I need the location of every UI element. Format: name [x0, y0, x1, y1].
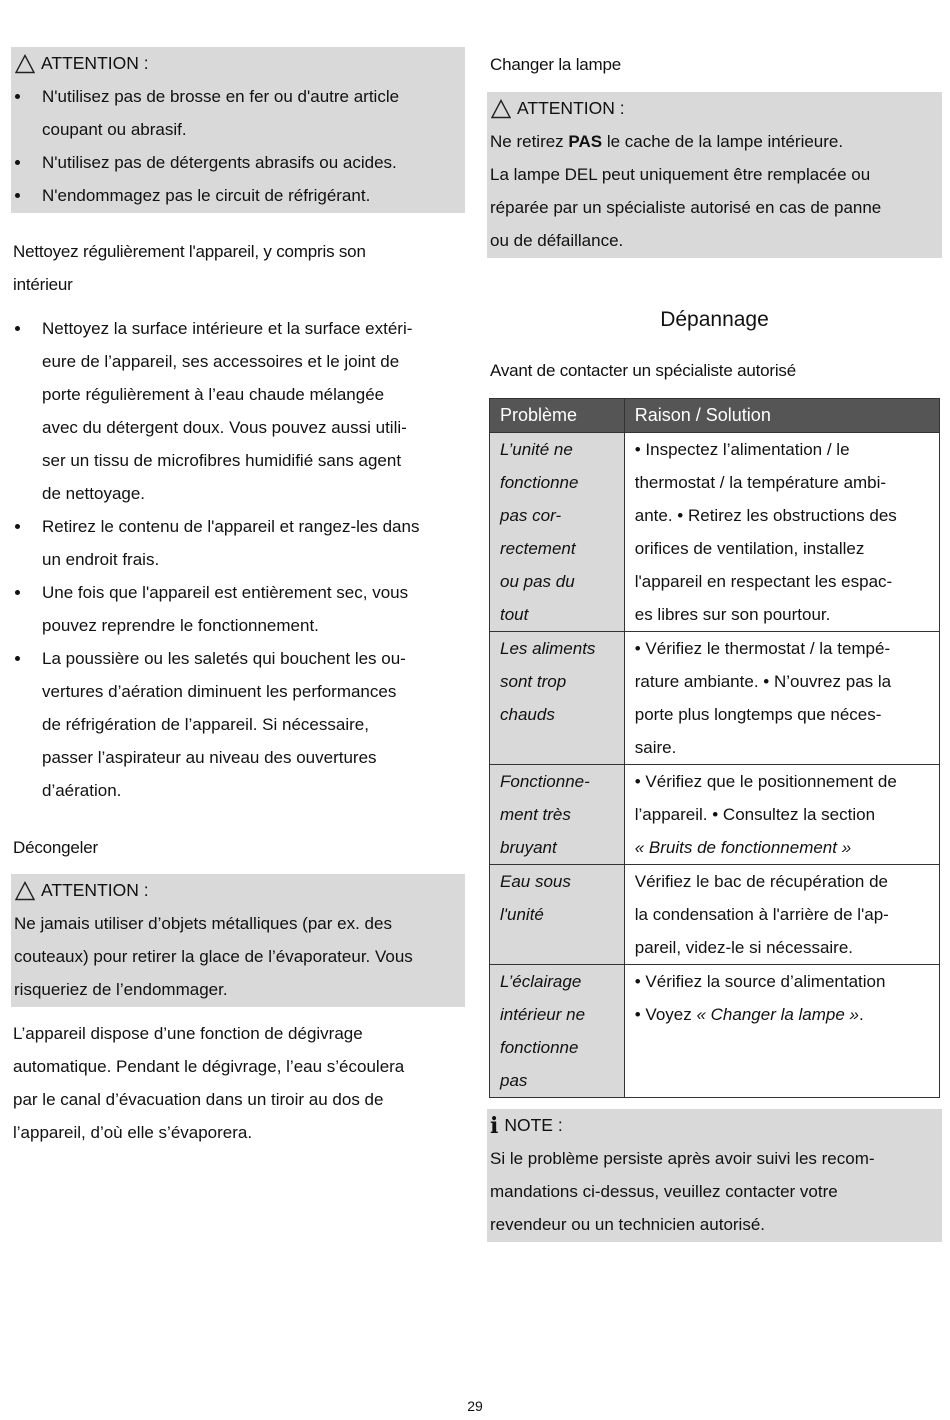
- note-title: i NOTE :: [490, 1112, 563, 1139]
- attention-box-defrost: ATTENTION : Ne jamais utiliser d’objets métalliques (par ex. des couteaux) pour retirer la glace de l’évaporateur. Vous risqueriez de l’endommager.: [11, 874, 465, 1007]
- solution-cell: • Vérifiez que le positionnement de l’appareil. • Consultez la section « Bruits de fonctionnement »: [624, 765, 939, 865]
- list-item: N'utilisez pas de détergents abrasifs ou acides.: [14, 146, 462, 179]
- warning-triangle-icon: [15, 881, 35, 901]
- troubleshooting-subtitle: Avant de contacter un spécialiste autorisé: [490, 361, 796, 380]
- list-item: N'utilisez pas de brosse en fer ou d'autre article coupant ou abrasif.: [14, 80, 462, 146]
- table-header-row: [490, 399, 940, 433]
- attention-title: ATTENTION :: [490, 92, 939, 125]
- table-row: [490, 433, 940, 632]
- list-item: La poussière ou les saletés qui bouchent les ou- vertures d’aération diminuent les performances de réfrigération de l’appareil. Si nécessaire, passer l’aspirateur au niveau des ouvertures d’aération.: [14, 642, 468, 807]
- warning-triangle-icon: [15, 54, 35, 74]
- problem-cell: Eau sous l'unité: [490, 865, 625, 965]
- table-row: [490, 865, 940, 965]
- problem-cell: Les aliments sont trop chauds: [490, 632, 625, 765]
- table-row: [490, 765, 940, 865]
- problem-cell: Fonctionne- ment très bruyant: [490, 765, 625, 865]
- table-row: [490, 965, 940, 1098]
- troubleshooting-table: [489, 398, 940, 1098]
- defrost-paragraph: L’appareil dispose d’une fonction de dégivrage automatique. Pendant le dégivrage, l’eau s’écoulera par le canal d’évacuation dans un tiroir au dos de l’appareil, d’où elle s’évaporera.: [13, 1024, 405, 1142]
- attention-box-cleaning: [11, 47, 465, 213]
- solution-cell: • Inspectez l’alimentation / le thermostat / la température ambi- ante. • Retirez les obstructions des orifices de ventilation, installez l'appareil en respectant les espac- es libres sur son pourtour.: [624, 433, 939, 632]
- info-icon: i: [490, 1112, 499, 1139]
- attention-line: Ne retirez PAS le cache de la lampe intérieure.: [490, 132, 844, 151]
- clean-heading: Nettoyez régulièrement l'appareil, y compris son intérieur: [13, 242, 366, 294]
- problem-cell: L’éclairage intérieur ne fonctionne pas: [490, 965, 625, 1098]
- header-problem: Problème: [490, 399, 625, 433]
- list-item: Nettoyez la surface intérieure et la surface extéri- eure de l’appareil, ses accessoires et le joint de porte régulièrement à l’eau chaude mélangée avec du détergent doux. Vous pouvez aussi utili- ser un tissu de microfibres humidifié sans agent de nettoyage.: [14, 312, 468, 510]
- page-number: 29: [467, 1398, 483, 1414]
- header-solution: Raison / Solution: [624, 399, 939, 433]
- list-item: N'endommagez pas le circuit de réfrigérant.: [14, 179, 462, 212]
- clean-list: [11, 312, 468, 807]
- solution-cell: Vérifiez le bac de récupération de la condensation à l'arrière de l'ap- pareil, videz-le si nécessaire.: [624, 865, 939, 965]
- attention-title: ATTENTION :: [14, 874, 462, 907]
- solution-cell: • Vérifiez la source d’alimentation • Voyez « Changer la lampe ».: [624, 965, 939, 1098]
- problem-cell: L’unité ne fonctionne pas cor- rectement ou pas du tout: [490, 433, 625, 632]
- troubleshooting-title: Dépannage: [660, 308, 769, 331]
- attention-title: ATTENTION :: [14, 47, 462, 80]
- warning-triangle-icon: [491, 99, 511, 119]
- defrost-heading: Décongeler: [13, 838, 98, 857]
- solution-cell: • Vérifiez le thermostat / la tempé- rature ambiante. • N’ouvrez pas la porte plus longtemps que néces- saire.: [624, 632, 939, 765]
- list-item: Une fois que l'appareil est entièrement sec, vous pouvez reprendre le fonctionnement.: [14, 576, 468, 642]
- list-item: Retirez le contenu de l'appareil et rangez-les dans un endroit frais.: [14, 510, 468, 576]
- lamp-heading: Changer la lampe: [490, 55, 621, 74]
- note-box: i NOTE : Si le problème persiste après avoir suivi les recom- mandations ci-dessus, veuillez contacter votre revendeur ou un technicien autorisé.: [487, 1109, 942, 1242]
- attention-box-lamp: ATTENTION : Ne retirez PAS le cache de la lampe intérieure. La lampe DEL peut uniquement être remplacée ou réparée par un spécialiste autorisé en cas de panne ou de défaillance.: [487, 92, 942, 258]
- table-row: [490, 632, 940, 765]
